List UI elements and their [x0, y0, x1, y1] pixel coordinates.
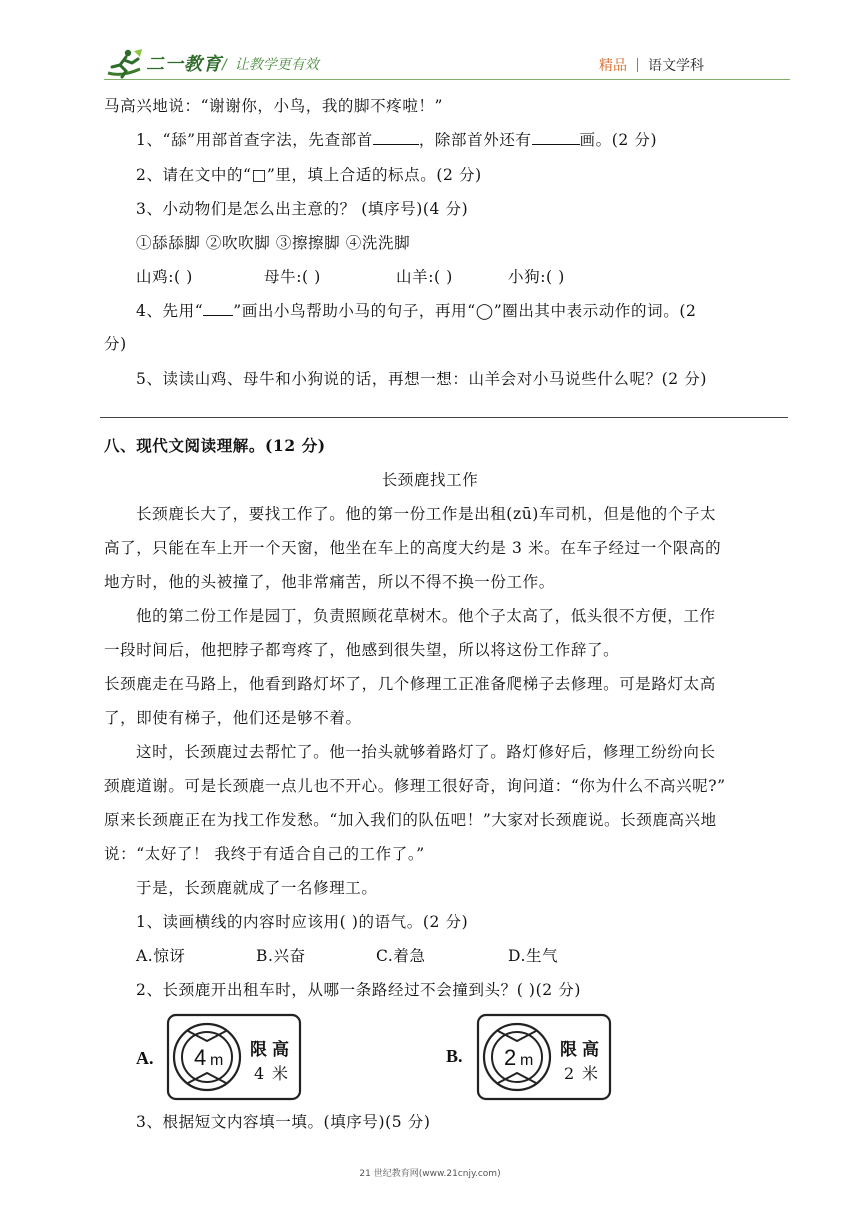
question-2: 2、请在文中的“□”里，填上合适的标点。(2 分)	[136, 166, 482, 184]
sign-a-unit: m	[210, 1052, 224, 1069]
question-4-cont: 分)	[104, 335, 127, 353]
sign-b-unit: m	[520, 1052, 534, 1069]
s8-question-3: 3、根据短文内容填一填。(填序号)(5 分)	[136, 1113, 431, 1131]
answer-xiaogou: 小狗:( )	[508, 268, 565, 286]
sign-a-value: 4	[194, 1045, 207, 1070]
p4-line-1: 这时，长颈鹿过去帮忙了。他一抬头就够着路灯了。路灯修好后，修理工纷纷向长	[136, 743, 716, 761]
sign-b-value: 2	[504, 1045, 517, 1070]
q4-text-b: ”画出小鸟帮助小马的句子，再用“◯”圈出其中表示动作的词。(2	[233, 302, 697, 320]
question-5: 5、读读山鸡、母牛和小狗说的话，再想一想：山羊会对小马说些什么呢？(2 分)	[136, 370, 708, 388]
story-end-line: 马高兴地说：“谢谢你，小鸟，我的脚不疼啦！”	[104, 97, 444, 115]
subject-label: 语文学科	[648, 58, 704, 74]
page-header	[0, 0, 860, 92]
header-right	[599, 55, 704, 75]
q1-blank-1[interactable]	[373, 129, 419, 145]
option-b[interactable]: B.兴奋	[256, 947, 306, 965]
logo-text: 二一教育	[146, 54, 222, 75]
answer-shanyang: 山羊:( )	[396, 268, 453, 286]
p1-line-3: 地方时，他的头被撞了，他非常痛苦，所以不得不换一份工作。	[104, 573, 555, 591]
p4-line-3: 原来长颈鹿正在为找工作发愁。“加入我们的队伍吧！”大家对长颈鹿说。长颈鹿高兴地	[104, 811, 717, 829]
sign-b-text-3: 2	[564, 1064, 575, 1083]
sign-a-text-4: 米	[272, 1064, 289, 1083]
q1-text-c: 画。(2 分)	[579, 131, 658, 149]
p3-line-2: 了，即使有梯子，他们还是够不着。	[104, 709, 362, 727]
slogan-text: 让教学更有效	[234, 57, 319, 73]
q1-text-a: 1、“舔”用部首查字法，先查部首	[136, 131, 373, 149]
header-rule	[104, 79, 790, 80]
page-footer: 21 世纪教育网(www.21cnjy.com)	[359, 1169, 501, 1179]
badge-jingpin: 精品	[599, 58, 627, 74]
answer-shanji: 山鸡:( )	[136, 268, 193, 286]
p4-line-4: 说：“太好了！ 我终于有适合自己的工作了。”	[104, 845, 425, 863]
q4-text-a: 4、先用“	[136, 302, 204, 320]
section-separator	[100, 417, 788, 418]
question-1	[136, 128, 657, 152]
q4-underline-sample	[203, 300, 233, 316]
header-divider	[637, 58, 638, 72]
sign-a-label[interactable]: A.	[136, 1048, 154, 1068]
sign-b-text-4: 米	[582, 1064, 599, 1083]
p4-line-2: 颈鹿道谢。可是长颈鹿一点儿也不开心。修理工很好奇，询问道：“你为什么不高兴呢?”	[104, 777, 726, 795]
p1-line-1: 长颈鹿长大了，要找工作了。他的第一份工作是出租(zū)车司机，但是他的个子太	[136, 505, 717, 523]
section-8-title: 八、现代文阅读理解。(12 分)	[104, 436, 326, 455]
sign-b-label[interactable]: B.	[446, 1046, 463, 1066]
answer-muniu: 母牛:( )	[264, 268, 321, 286]
p2-line-1: 他的第二份工作是园丁，负责照顾花草树木。他个子太高了，低头很不方便，工作	[136, 607, 716, 625]
question-3-options: ①舔舔脚 ②吹吹脚 ③擦擦脚 ④洗洗脚	[136, 234, 411, 252]
sign-a-text-1: 限	[250, 1040, 267, 1060]
option-d[interactable]: D.生气	[508, 947, 559, 965]
logo	[104, 46, 222, 80]
p2-line-2: 一段时间后，他把脖子都弯疼了，他感到很失望，所以将这份工作辞了。	[104, 641, 620, 659]
s8-question-1: 1、读画横线的内容时应该用( )的语气。(2 分)	[136, 913, 469, 931]
p3-line-1: 长颈鹿走在马路上，他看到路灯坏了，几个修理工正准备爬梯子去修理。可是路灯太高	[104, 675, 716, 693]
sign-a-text-3: 4	[254, 1064, 265, 1083]
slogan: / 让教学更有效	[222, 57, 319, 73]
s8-question-2: 2、长颈鹿开出租车时，从哪一条路经过不会撞到头？( )(2 分)	[136, 981, 581, 999]
q1-text-b: ，除部首外还有	[418, 131, 532, 149]
p1-line-2: 高了，只能在车上开一个天窗，他坐在车上的高度大约是 3 米。在车子经过一个限高的	[104, 539, 722, 557]
runner-logo-icon	[104, 47, 144, 79]
p5-line: 于是，长颈鹿就成了一名修理工。	[136, 879, 378, 897]
sign-b-text-2: 高	[582, 1040, 599, 1060]
q1-blank-2[interactable]	[532, 129, 580, 145]
question-3: 3、小动物们是怎么出主意的？ (填序号)(4 分)	[136, 200, 469, 218]
height-limit-sign-a[interactable]	[166, 1013, 302, 1101]
option-a[interactable]: A.惊讶	[136, 947, 186, 965]
question-4	[136, 299, 696, 323]
sign-a-text-2: 高	[272, 1040, 289, 1060]
story-title: 长颈鹿找工作	[381, 471, 479, 489]
height-limit-sign-b[interactable]	[476, 1013, 612, 1101]
sign-b-text-1: 限	[560, 1040, 577, 1060]
option-c[interactable]: C.着急	[376, 947, 426, 965]
